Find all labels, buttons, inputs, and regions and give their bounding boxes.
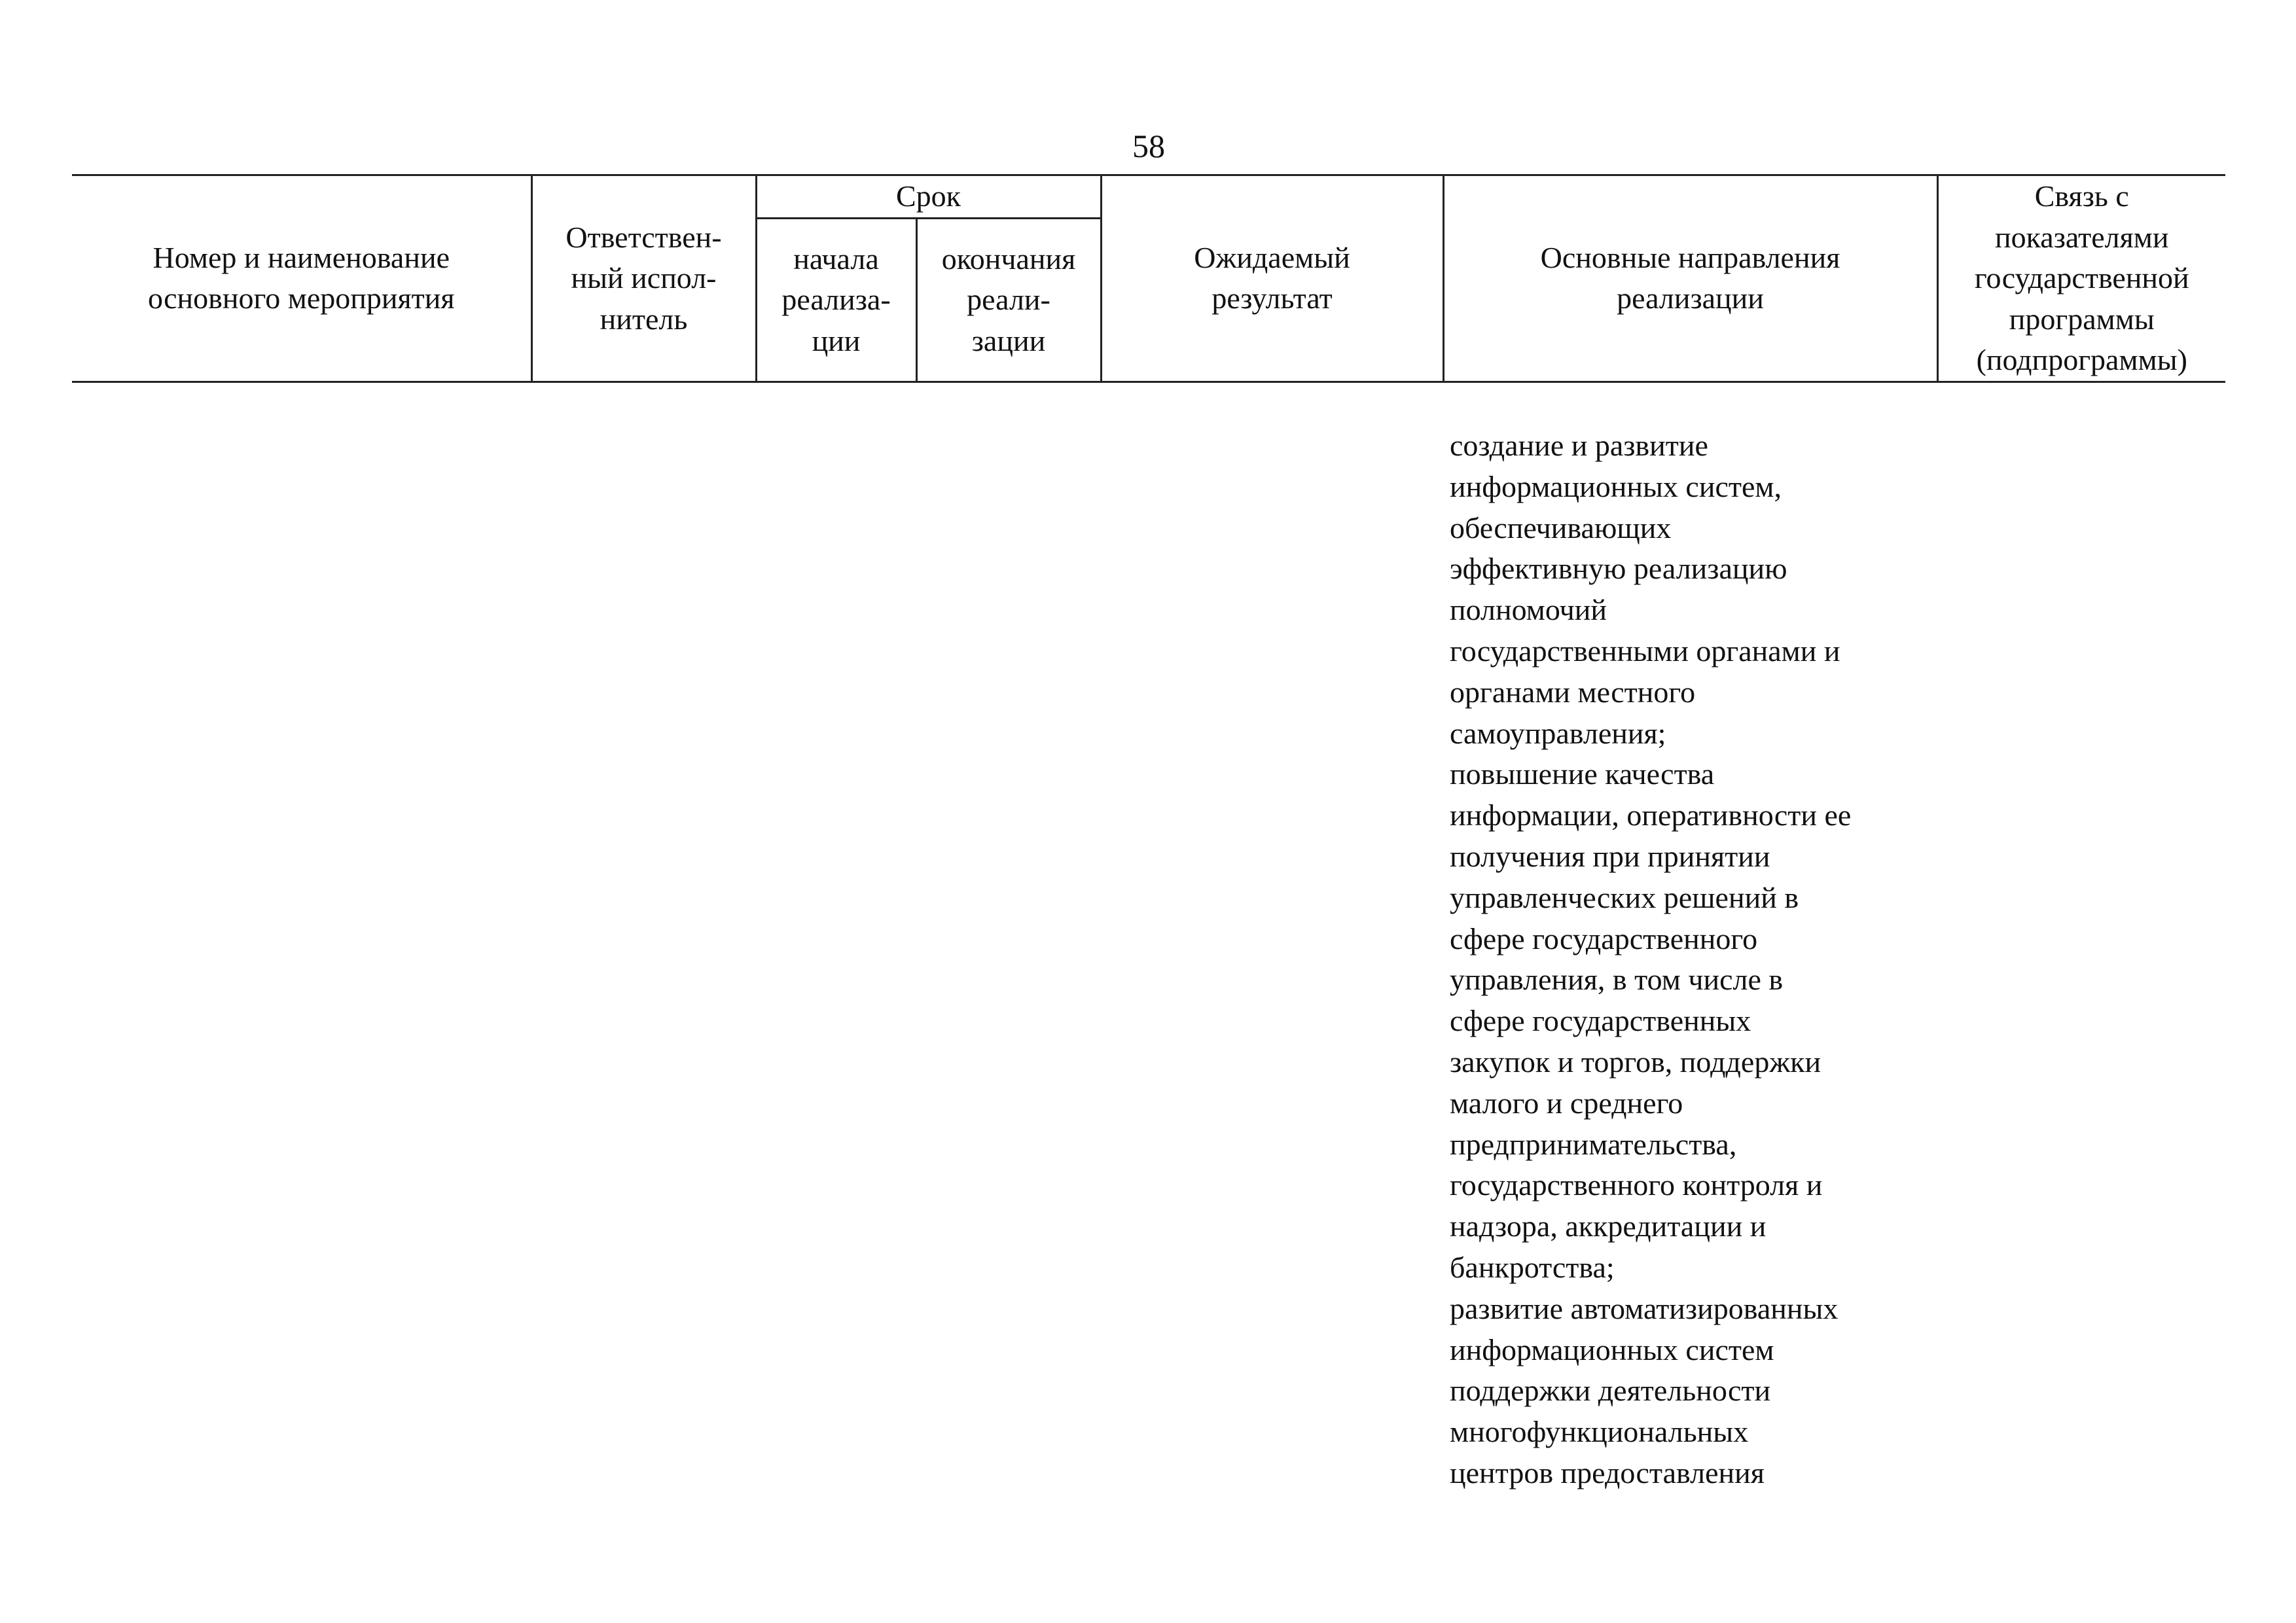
column-header-directions bbox=[1443, 175, 1937, 382]
executor-line-1: Ответствен- bbox=[565, 220, 722, 254]
indicators-line-5: (подпрограммы) bbox=[1976, 343, 2187, 377]
indicators-line-2: показателями bbox=[1995, 220, 2169, 254]
column-header-indicators bbox=[1937, 175, 2225, 382]
column-header-result bbox=[1101, 175, 1443, 382]
column-header-term-start bbox=[756, 219, 916, 382]
term-start-line-3: ции bbox=[812, 323, 861, 357]
term-end-line-1: окончания bbox=[941, 241, 1076, 276]
table-header bbox=[72, 174, 2225, 383]
column-header-event-label: Номер и наименование основного мероприятия bbox=[147, 240, 455, 315]
executor-line-2: ный испол- bbox=[571, 261, 717, 295]
column-header-term: Срок bbox=[756, 175, 1101, 219]
column-header-executor bbox=[531, 175, 756, 382]
term-end-line-3: зации bbox=[971, 323, 1046, 357]
column-header-term-end bbox=[916, 219, 1101, 382]
indicators-line-3: государственной bbox=[1974, 261, 2189, 295]
directions-text: создание и развитие информационных систем, обеспечивающих эффективную реализацию полномочий государственными органами и органами местного самоуправления; повышение качества информации, оперативности ее получения при принятии управленческих решений в сфере государственного управления, в том числе в сфере государственных закупок и торгов, поддержки малого и среднего предпринимательства, государственного контроля и надзора, аккредитации и банкротства; развитие автоматизированных информационных систем поддержки деятельности многофункциональных центров предоставления bbox=[1450, 429, 1852, 1489]
executor-line-3: нитель bbox=[600, 302, 688, 336]
result-line-2: результат bbox=[1211, 281, 1333, 315]
column-header-event bbox=[72, 175, 531, 382]
term-start-line-2: реализа- bbox=[781, 283, 891, 317]
result-line-1: Ожидаемый bbox=[1194, 240, 1350, 274]
directions-line-2: реализации bbox=[1617, 281, 1764, 315]
directions-line-1: Основные направления bbox=[1540, 240, 1840, 274]
indicators-line-1: Связь с bbox=[2034, 179, 2129, 213]
page-number: 58 bbox=[1132, 128, 1165, 164]
term-end-line-2: реали- bbox=[967, 283, 1050, 317]
indicators-line-4: программы bbox=[2009, 302, 2155, 336]
term-start-line-1: начала bbox=[793, 241, 879, 276]
